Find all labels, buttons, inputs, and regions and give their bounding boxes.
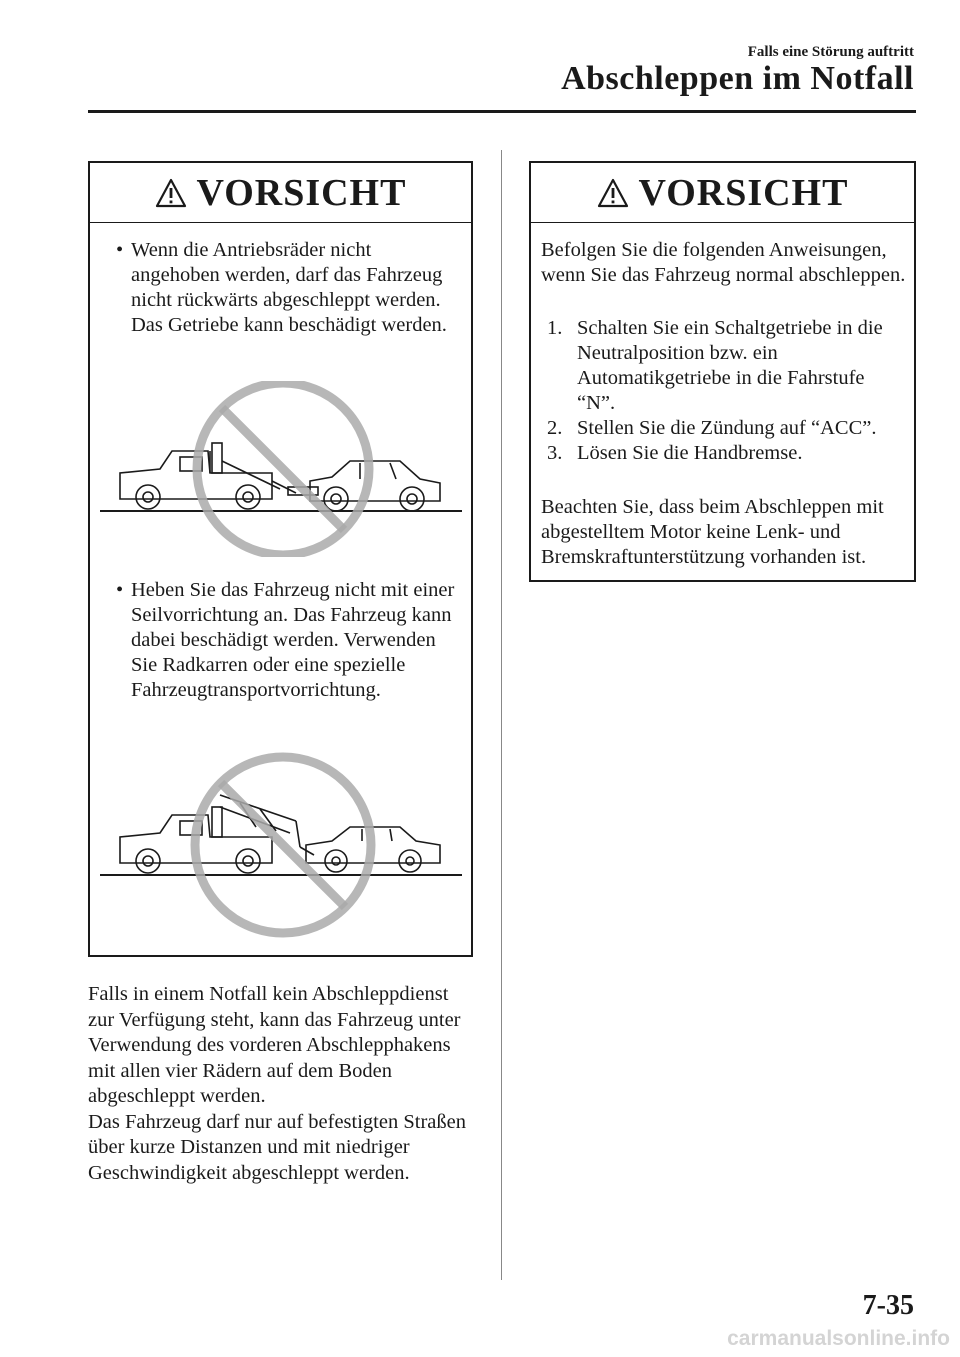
body-text bbox=[88, 982, 473, 1186]
body-paragraph: Falls in einem Notfall kein Abschleppdienst zur Verfügung steht, kann das Fahrzeug unter Verwendung des vorderen Abschlepphakens mit allen vier Rädern auf dem Boden abgeschleppt werden. bbox=[88, 983, 461, 1107]
bullet: • bbox=[116, 579, 124, 601]
step-number: 1. bbox=[547, 317, 563, 339]
list-item bbox=[547, 416, 907, 441]
header-divider bbox=[88, 110, 916, 113]
reverse-towing-illustration bbox=[100, 381, 462, 557]
body-paragraph: Das Fahrzeug darf nur auf befestigten Straßen über kurze Distanzen und mit niedriger Geschwindigkeit abgeschleppt werden. bbox=[88, 1110, 466, 1184]
caution-item bbox=[116, 578, 456, 703]
caution-box-right bbox=[529, 161, 916, 582]
caution-note: Beachten Sie, dass beim Abschleppen mit abgestelltem Motor keine Lenk- und Bremskraftunterstützung vorhanden ist. bbox=[541, 496, 884, 568]
page-number: 7-35 bbox=[862, 1290, 914, 1321]
column-divider bbox=[501, 150, 502, 1280]
caution-label: VORSICHT bbox=[638, 171, 849, 214]
prohibition-sign-icon bbox=[195, 757, 371, 933]
step-text: Stellen Sie die Zündung auf “ACC”. bbox=[577, 417, 877, 439]
warning-triangle-icon bbox=[597, 178, 629, 208]
step-number: 3. bbox=[547, 442, 563, 464]
list-item bbox=[547, 441, 907, 466]
step-number: 2. bbox=[547, 417, 563, 439]
sling-towing-illustration bbox=[100, 751, 462, 939]
warning-triangle-icon bbox=[155, 178, 187, 208]
step-text: Lösen Sie die Handbremse. bbox=[577, 442, 803, 464]
section-title: Falls eine Störung auftritt bbox=[747, 44, 914, 60]
caution-header bbox=[531, 163, 914, 223]
watermark: carmanualsonline.info bbox=[727, 1327, 950, 1350]
steps-list bbox=[547, 316, 907, 466]
caution-item-text: Heben Sie das Fahrzeug nicht mit einer Seilvorrichtung an. Das Fahrzeug kann dabei beschädigt werden. Verwenden Sie Radkarren oder eine spezielle Fahrzeugtransportvorrichtung. bbox=[131, 579, 455, 701]
caution-item-text: Wenn die Antriebsräder nicht angehoben werden, darf das Fahrzeug nicht rückwärts abgeschleppt werden. Das Getriebe kann beschädigt werden. bbox=[131, 239, 447, 336]
step-text: Schalten Sie ein Schaltgetriebe in die Neutralposition bzw. ein Automatikgetriebe in die Fahrstufe “N”. bbox=[577, 317, 883, 414]
caution-box-left bbox=[88, 161, 473, 957]
caution-intro: Befolgen Sie die folgenden Anweisungen, wenn Sie das Fahrzeug normal abschleppen. bbox=[541, 239, 906, 286]
page-title: Abschleppen im Notfall bbox=[561, 60, 914, 97]
list-item bbox=[547, 316, 907, 416]
prohibition-sign-icon bbox=[197, 383, 369, 555]
bullet: • bbox=[116, 239, 124, 261]
caution-item bbox=[116, 238, 456, 338]
caution-header bbox=[90, 163, 471, 223]
caution-label: VORSICHT bbox=[196, 171, 407, 214]
